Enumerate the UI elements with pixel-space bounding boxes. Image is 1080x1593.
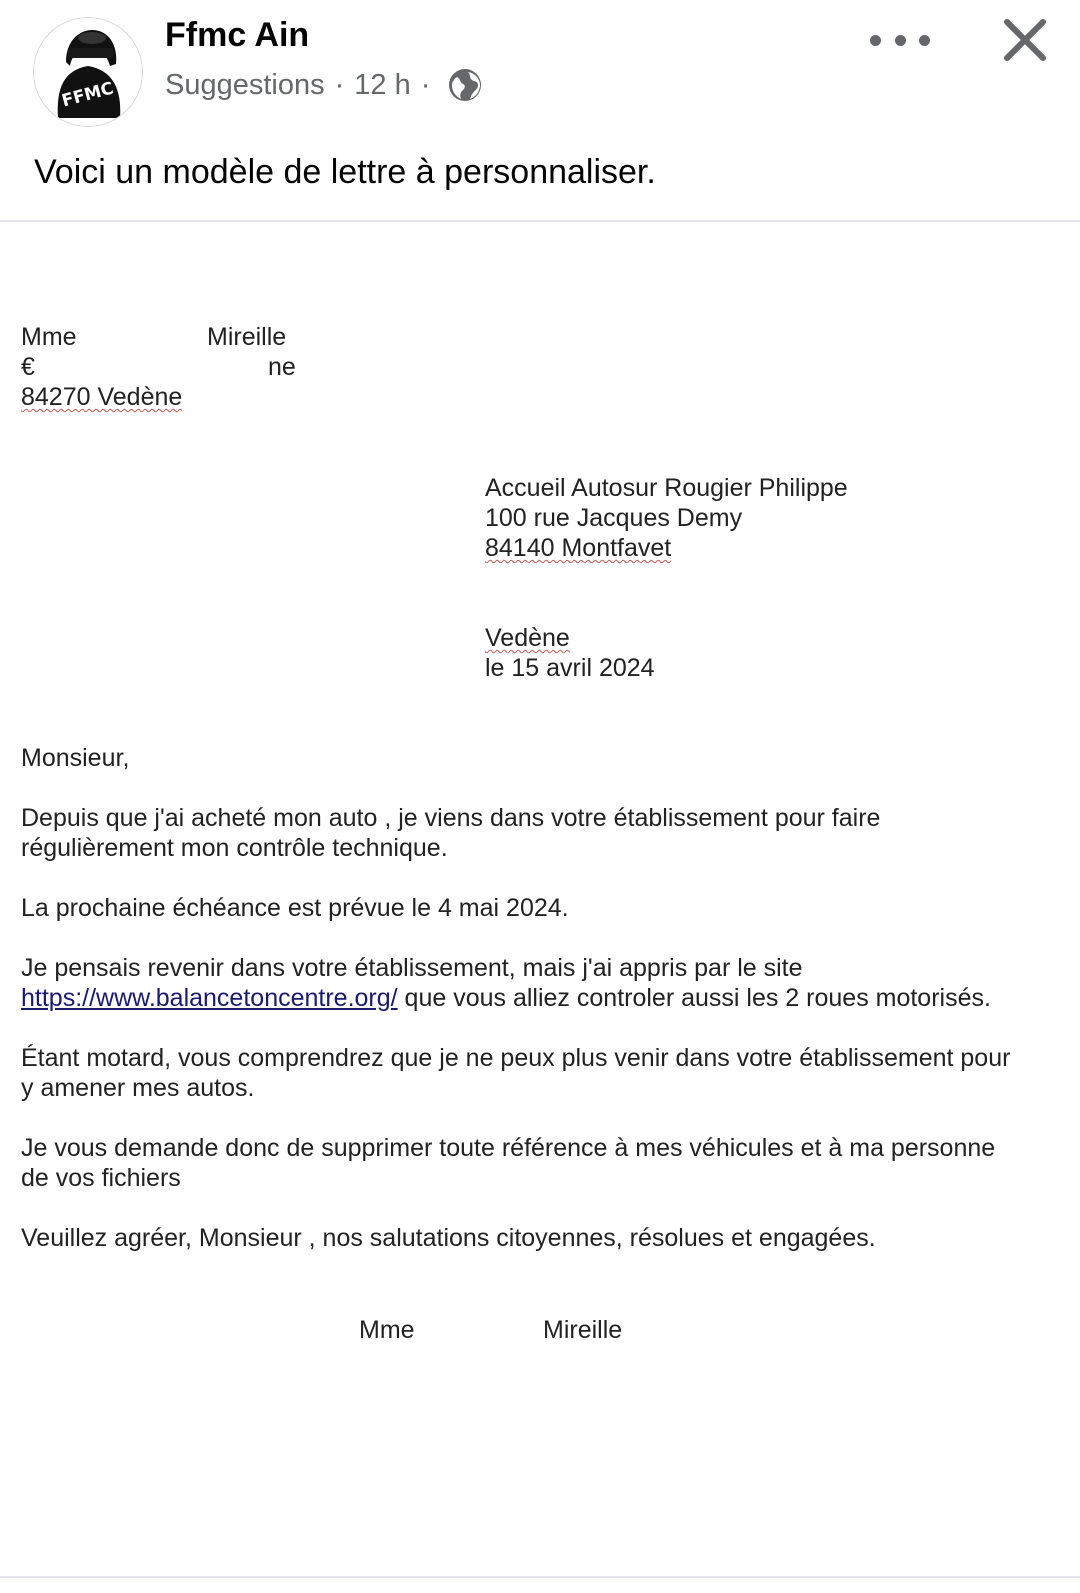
letter-greeting: Monsieur,: [21, 744, 130, 772]
post-time[interactable]: 12 h: [354, 68, 411, 101]
more-dots-icon: [870, 35, 881, 46]
paragraph-1-line-1: Depuis que j'ai acheté mon auto , je viens dans votre établissement pour faire: [21, 804, 881, 832]
page-name[interactable]: Ffmc Ain: [165, 16, 310, 54]
page-avatar[interactable]: [33, 17, 143, 127]
letter-date: le 15 avril 2024: [485, 654, 655, 682]
sender-title: Mme: [21, 323, 77, 351]
letter-image[interactable]: [0, 222, 1080, 1576]
post-meta: [165, 68, 482, 102]
sender-city: [21, 382, 182, 412]
paragraph-5-line-1: Je vous demande donc de supprimer toute référence à mes véhicules et à ma personne: [21, 1134, 996, 1162]
meta-separator: ·: [420, 68, 431, 101]
paragraph-4-line-1: Étant motard, vous comprendrez que je ne peux plus venir dans votre établissement pour: [21, 1044, 1011, 1072]
balancetoncentre-link[interactable]: https://www.balancetoncentre.org/: [21, 984, 398, 1012]
signature-title: Mme: [359, 1316, 415, 1344]
paragraph-3-line-1: Je pensais revenir dans votre établissement, mais j'ai appris par le site: [21, 954, 803, 982]
letter-closing: Veuillez agréer, Monsieur , nos salutations citoyennes, résolues et engagées.: [21, 1224, 876, 1252]
paragraph-3-line-2-rest: que vous alliez controler aussi les 2 roues motorisés.: [397, 984, 991, 1012]
sender-line2-end: ne: [268, 353, 296, 381]
more-options-button[interactable]: [870, 22, 930, 58]
sender-first-name: Mireille: [207, 323, 287, 351]
recipient-line1: Accueil Autosur Rougier Philippe: [485, 474, 848, 502]
meta-separator: ·: [334, 68, 345, 101]
recipient-line2: 100 rue Jacques Demy: [485, 504, 743, 532]
letter-place-text: Vedène: [485, 624, 570, 652]
divider: [0, 1576, 1080, 1578]
paragraph-4-line-2: y amener mes autos.: [21, 1074, 255, 1102]
suggestions-label: Suggestions: [165, 68, 325, 101]
signature-name: Mireille: [543, 1316, 623, 1344]
ffmc-logo-icon: [34, 18, 142, 126]
post-caption: Voici un modèle de lettre à personnaliser.: [34, 153, 656, 191]
letter-place: [485, 623, 570, 653]
recipient-line3: [485, 533, 671, 563]
sender-line2-initial: €: [21, 353, 35, 381]
close-icon: [1003, 18, 1047, 62]
paragraph-3-line-2: [21, 983, 991, 1013]
post-header: [0, 0, 1080, 140]
globe-icon: [448, 68, 482, 102]
paragraph-5-line-2: de vos fichiers: [21, 1164, 181, 1192]
more-dots-icon: [895, 35, 906, 46]
more-dots-icon: [919, 35, 930, 46]
close-button[interactable]: [1003, 18, 1047, 62]
svg-text:FFMC: FFMC: [59, 78, 116, 112]
recipient-line3-text: 84140 Montfavet: [485, 534, 672, 562]
paragraph-2: La prochaine échéance est prévue le 4 mai 2024.: [21, 894, 569, 922]
paragraph-1-line-2: régulièrement mon contrôle technique.: [21, 834, 448, 862]
sender-city-text: 84270 Vedène: [21, 383, 183, 411]
